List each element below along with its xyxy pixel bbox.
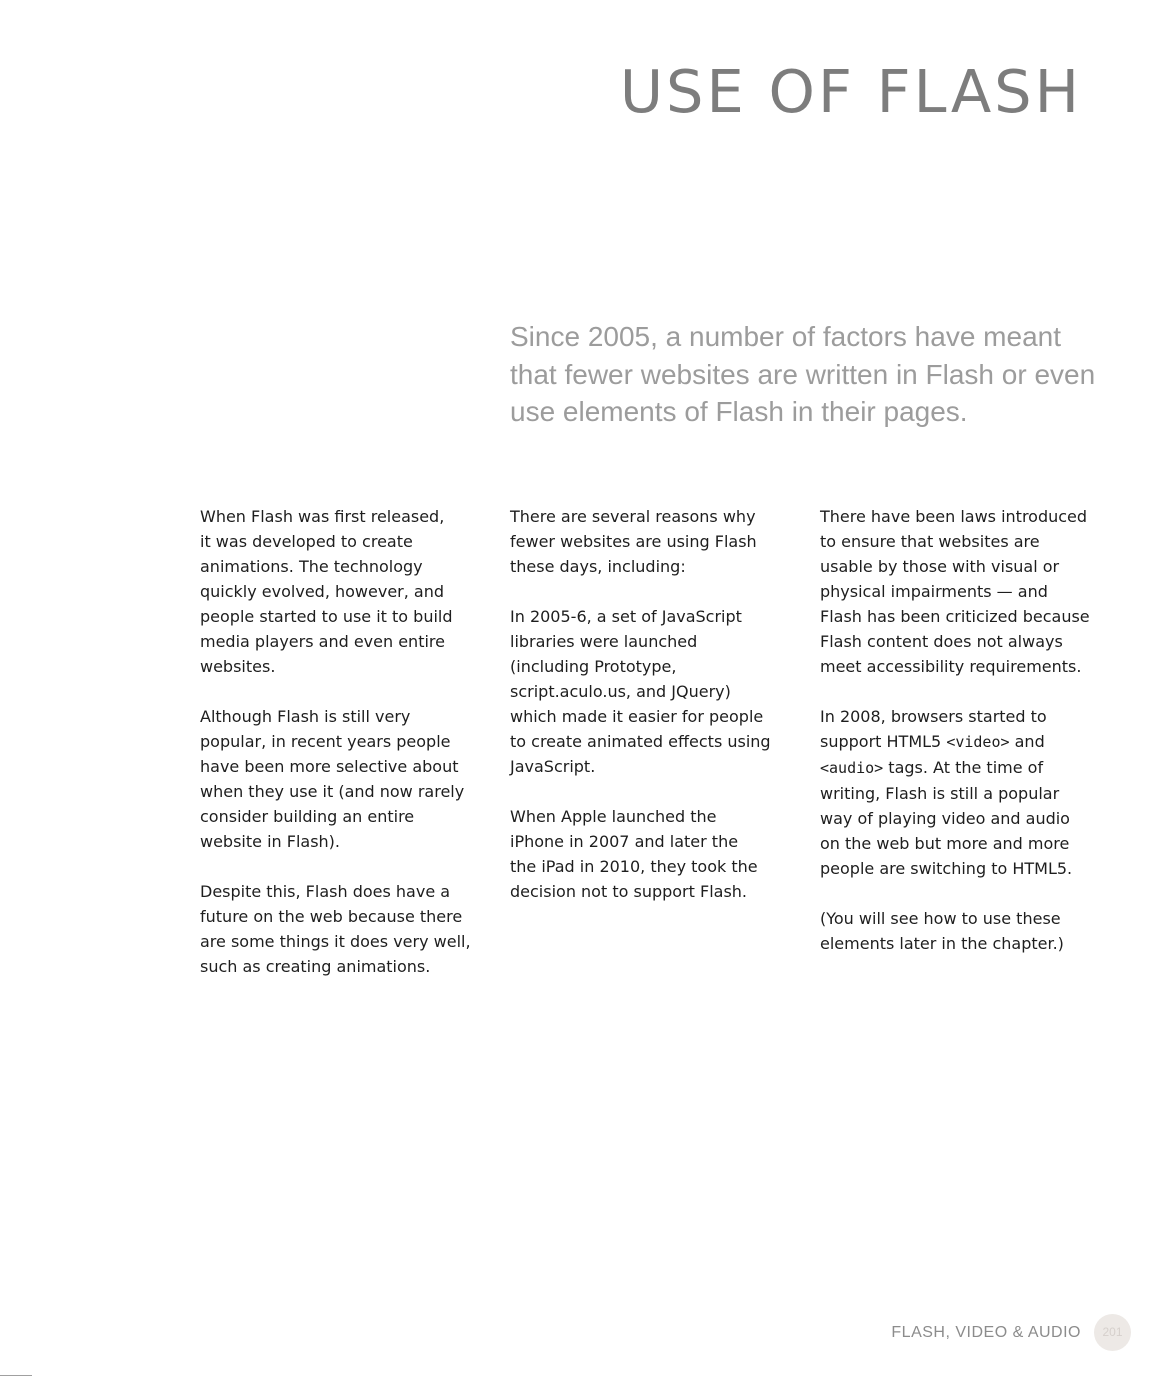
paragraph-flash-popularity: Although Flash is still very popular, in recent years people have been more selective about when they use it (and now rarely consider building an entire website in Flash). <box>200 707 465 851</box>
paragraph-reasons-intro: There are several reasons why fewer websites are using Flash these days, including: <box>510 507 757 576</box>
text-column-2 <box>510 504 800 929</box>
video-tag-code: <video> <box>946 733 1010 751</box>
chapter-footer-title: FLASH, VIDEO & AUDIO <box>891 1324 1081 1341</box>
html5-text-part-1: In 2008, browsers started to support HTML5 <box>820 707 1047 751</box>
paragraph-accessibility-laws: There have been laws introduced to ensure that websites are usable by those with visual or physical impairments — and Flash has been criticized because Flash content does not always meet accessibility requirements. <box>820 507 1090 676</box>
paragraph-html5-tags <box>820 704 1110 881</box>
paragraph-flash-origins: When Flash was first released, it was developed to create animations. The technology quickly evolved, however, and people started to use it to build media players and even entire websites. <box>200 507 453 676</box>
paragraph-chapter-note: (You will see how to use these elements later in the chapter.) <box>820 909 1064 953</box>
text-column-1 <box>200 504 490 1004</box>
paragraph-javascript-libraries: In 2005-6, a set of JavaScript libraries were launched (including Prototype, script.aculo.us, and JQuery) which made it easier for people to create animated effects using JavaScript. <box>510 607 771 776</box>
paragraph-flash-future: Despite this, Flash does have a future on the web because there are some things it does very well, such as creating animations. <box>200 882 471 976</box>
audio-tag-code: <audio> <box>820 759 884 777</box>
text-column-3 <box>820 504 1110 981</box>
html5-text-part-3: tags. At the time of writing, Flash is still a popular way of playing video and audio on the web but more and more people are switching to HTML5. <box>820 758 1073 878</box>
corner-rule-divider <box>0 1375 32 1376</box>
html5-text-part-2: and <box>1014 732 1045 751</box>
page-number-badge: 201 <box>1094 1314 1131 1351</box>
paragraph-apple-devices: When Apple launched the iPhone in 2007 and later the the iPad in 2010, they took the decision not to support Flash. <box>510 807 758 901</box>
page-title: USE OF FLASH <box>619 57 1082 126</box>
intro-text: Since 2005, a number of factors have meant that fewer websites are written in Flash or even use elements of Flash in their pages. <box>510 321 1096 427</box>
